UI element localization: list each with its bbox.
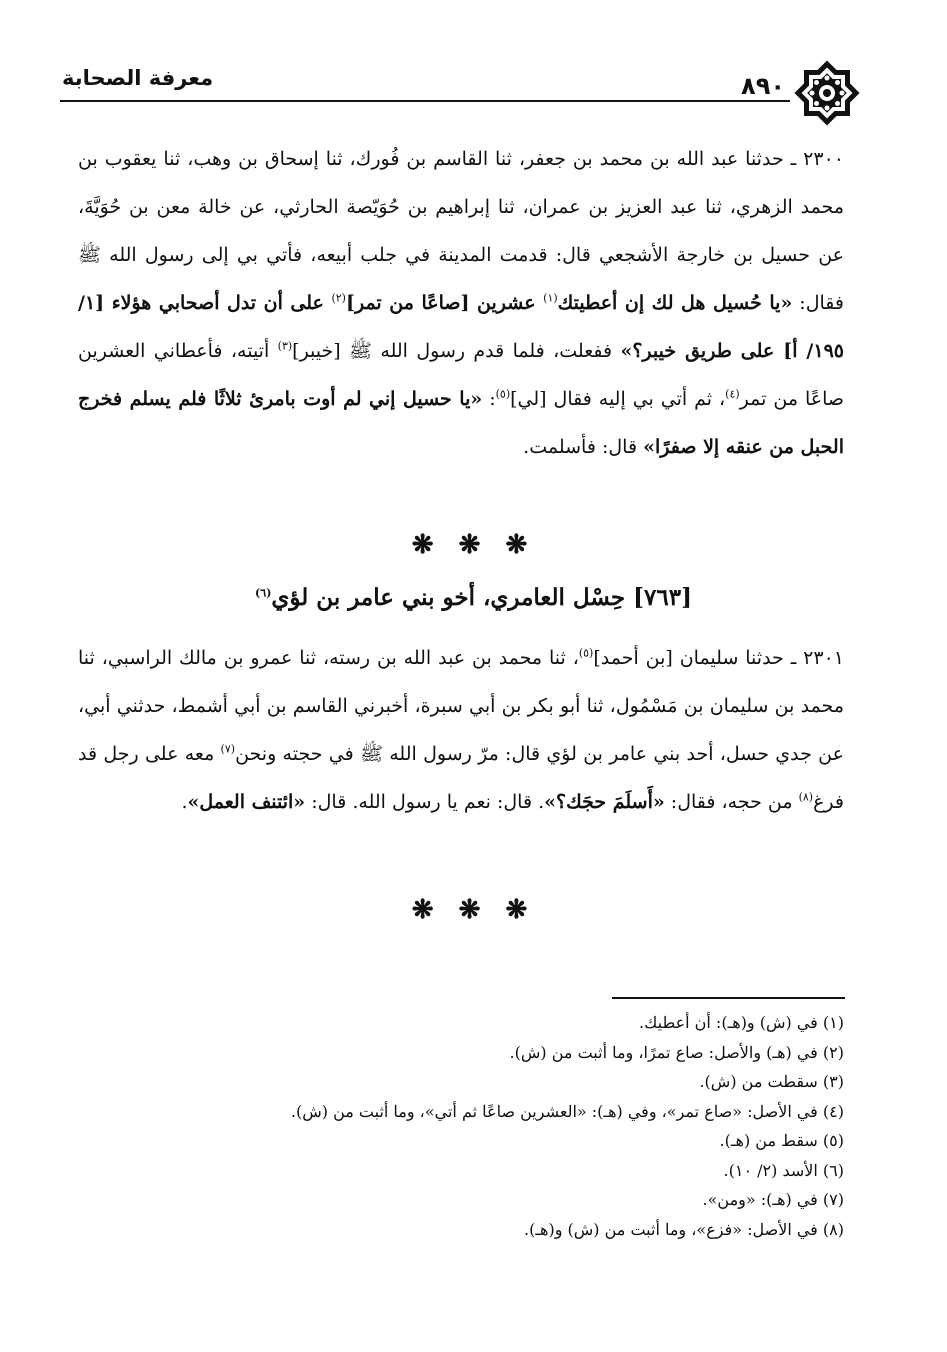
footnote-rule <box>612 997 845 999</box>
narration-text: : <box>482 388 496 410</box>
narration-text: من حجه، فقال: <box>664 791 799 813</box>
narration-text: ففعلت، فلما قدم رسول الله ﷺ [خيبر] <box>292 340 621 362</box>
footnote-1: (١) في (ش) و(هـ): أن أعطيك. <box>639 1013 844 1032</box>
prophet-quote-2: «ائتنف العمل» <box>187 791 306 813</box>
footnote-ref-1[interactable]: (١) <box>543 291 558 305</box>
prophet-quote: «أَسلَمَ حجَك؟» <box>544 791 665 813</box>
narration-text: أتيته، فأعطاني العشرين صاعًا من تمر <box>78 340 844 410</box>
footnote-7: (٧) في (هـ): «ومن». <box>702 1190 844 1209</box>
header-rule <box>60 100 790 102</box>
footnote-ref-5[interactable]: (٥) <box>578 646 594 660</box>
section-title: حِسْل العامري، أخو بني عامر بن لؤي <box>271 584 634 611</box>
section-separator: ❋ ❋ ❋ <box>411 895 536 925</box>
footnote-ref-3[interactable]: (٣) <box>277 339 293 353</box>
footnote-ref-7[interactable]: (٧) <box>220 742 236 756</box>
prophet-quote-cont: عشرين [صاعًا من تمر] <box>345 292 544 314</box>
section-separator: ❋ ❋ ❋ <box>411 530 536 560</box>
narration-text: ، ثم أتي بي إليه فقال [لي] <box>510 388 726 410</box>
hadith-2300-isnad: ٢٣٠٠ ـ حدثنا عبد الله بن محمد بن جعفر، ثنا القاسم بن فُورك، ثنا إسحاق بن وهب، ثنا يعقوب بن محمد الزهري، ثنا عبد العزيز بن عمران، ثنا إبراهيم بن حُوَيّصة الحارثي، عن خالة معن بن حُوَيَّةَ، عن حسيل بن خارجة الأشجعي قال: قدمت المدينة في جلب أبيعه، فأتي بي إلى رسول الله ﷺ فقال: <box>78 148 844 314</box>
footnote-5: (٥) سقط من (هـ). <box>719 1131 844 1150</box>
hadith-2301 <box>78 634 844 826</box>
footnote-ref-2[interactable]: (٢) <box>331 291 346 305</box>
prophet-quote-end: على أن تدل أصحابي هؤلاء [١/ ١٩٥/ أ] على طريق خيبر؟» <box>78 292 844 362</box>
page-number: ٨٩٠ <box>741 72 785 100</box>
prophet-quote: «يا حُسيل هل لك إن أعطيتك <box>557 292 793 314</box>
footnote-ref-5[interactable]: (٥) <box>495 387 511 401</box>
footnote-2: (٢) في (هـ) والأصل: صاع تمرًا، وما أثبت من (ش). <box>509 1042 844 1062</box>
footnote-4: (٤) في الأصل: «صاع تمر»، وفي (هـ): «العشرين صاعًا ثم أتي»، وما أثبت من (ش). <box>290 1101 844 1121</box>
footnote-ref-4[interactable]: (٤) <box>725 387 740 401</box>
narration-text: معه على رجل قد فرغ <box>78 743 844 813</box>
footnote-ref-8[interactable]: (٨) <box>798 790 814 804</box>
narration-text: ، ثنا محمد بن عبد الله بن رسته، ثنا عمرو بن مالك الراسبي، ثنا محمد بن سليمان بن مَسْمُول، ثنا أبو بكر بن أبي سبرة، أخبرني القاسم بن أبي أشمط، حدثني أبي، عن جدي حسل، أحد بني عامر بن لؤي قال: مرّ رسول الله ﷺ في حجته ونحن <box>78 647 844 765</box>
section-heading <box>0 584 947 611</box>
narration-ending: قال: فأسلمت. <box>523 436 644 458</box>
footnote-ref-6[interactable]: (٦) <box>255 586 272 600</box>
footnotes <box>150 1008 844 1244</box>
prophet-quote-2: «يا حسيل إني لم أوت بامرئ ثلاثًا فلم يسلم فخرج الحبل من عنقه إلا صفرًا» <box>78 388 844 458</box>
footnote-8: (٨) في الأصل: «فزع»، وما أثبت من (ش) و(هـ). <box>524 1219 844 1239</box>
page-header <box>60 58 860 128</box>
footnote-6: (٦) الأسد (٢/ ١٠). <box>723 1160 844 1180</box>
octagonal-ornament-icon <box>792 58 862 128</box>
running-title: معرفة الصحابة <box>62 66 214 90</box>
section-number: [٧٦٣] <box>633 584 692 611</box>
footnote-3: (٣) سقطت من (ش). <box>699 1072 844 1091</box>
narration-ending: . <box>181 791 188 813</box>
hadith-2300 <box>78 135 844 471</box>
hadith-2301-isnad: ٢٣٠١ ـ حدثنا سليمان [بن أحمد] <box>593 647 844 669</box>
narration-text: . قال: نعم يا رسول الله. قال: <box>305 791 545 813</box>
